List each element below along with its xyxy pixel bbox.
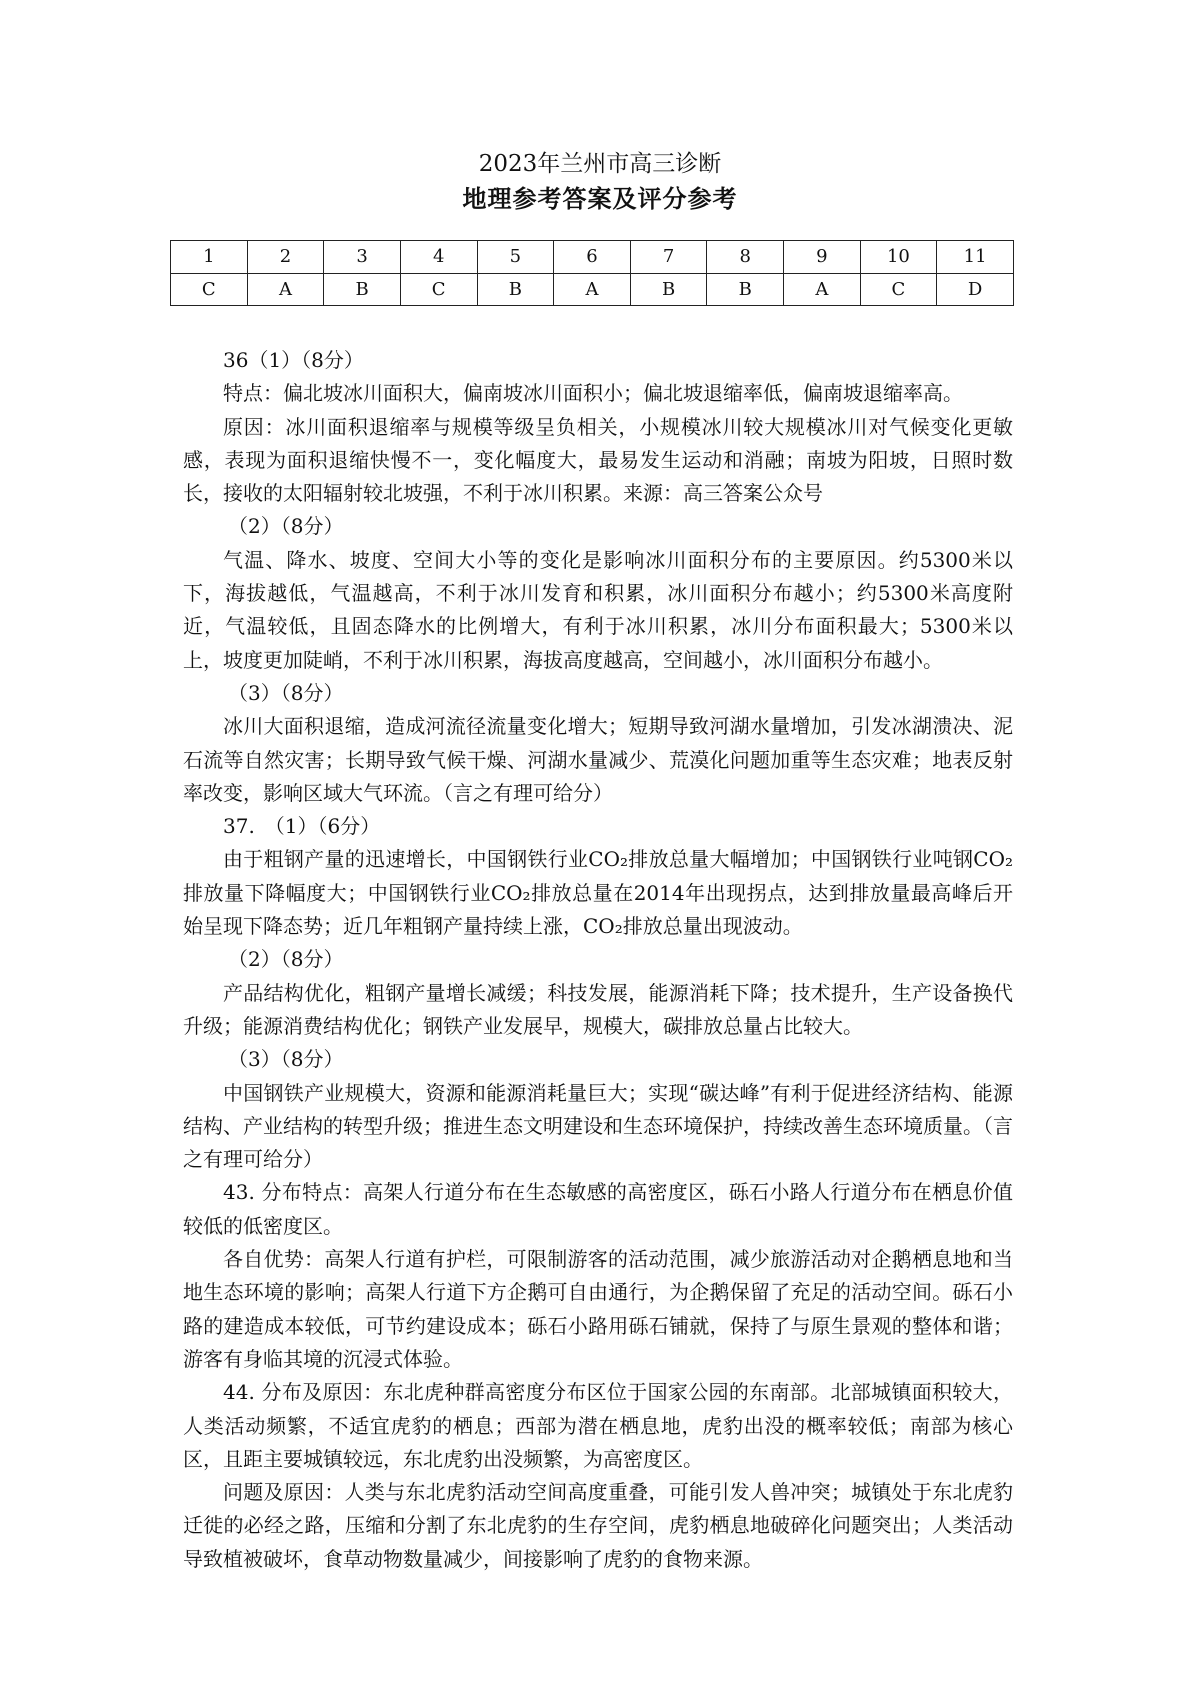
answer-cell: A — [247, 273, 324, 306]
question-number-row — [171, 241, 1014, 274]
question-number-cell: 5 — [477, 241, 554, 274]
answer-cell: B — [324, 273, 401, 306]
q37-part2-heading: （2）（8分） — [228, 947, 344, 972]
answer-table — [170, 240, 1014, 306]
question-number-cell: 8 — [707, 241, 784, 274]
page-title: 2023年兰州市高三诊断 — [478, 151, 722, 177]
q36-part2-answer: 气温、降水、坡度、空间大小等的变化是影响冰川面积分布的主要原因。约5300米以下，海拔越低，气温越高，不利于冰川发育和积累，冰川面积分布越小；约5300米高度附近，气温较低，且固态降水的比例增大，有利于冰川积累，冰川分布面积最大；5300米以上，坡度更加陡峭，不利于冰川积累，海拔高度越高，空间越小，冰川面积分布越小。 — [183, 547, 1013, 672]
q36-part1-heading: 36（1）（8分） — [223, 348, 364, 372]
answer-cell: B — [707, 273, 784, 306]
question-number-cell: 2 — [247, 241, 324, 274]
q37-part3-heading: （3）（8分） — [228, 1047, 344, 1072]
q36-part2-heading: （2）（8分） — [228, 514, 344, 539]
q37-part1-answer: 由于粗钢产量的迅速增长，中国钢铁行业CO₂排放总量大幅增加；中国钢铁行业吨钢CO₂排放量下降幅度大；中国钢铁行业CO₂排放总量在2014年出现拐点，达到排放量最高峰后开始呈现下降态势；近几年粗钢产量持续上涨，CO₂排放总量出现波动。 — [183, 847, 1013, 939]
answer-cell: C — [860, 273, 937, 306]
question-number-cell: 6 — [554, 241, 631, 274]
q43-advantages: 各自优势：高架人行道有护栏，可限制游客的活动范围，减少旅游活动对企鹅栖息地和当地生态环境的影响；高架人行道下方企鹅可自由通行，为企鹅保留了充足的活动空间。砾石小路的建造成本较低，可节约建设成本；砾石小路用砾石铺就，保持了与原生景观的整体和谐；游客有身临其境的沉浸式体验。 — [183, 1247, 1013, 1371]
answer-cell: A — [554, 273, 631, 306]
q36-part3-answer: 冰川大面积退缩，造成河流径流量变化增大；短期导致河湖水量增加，引发冰湖溃决、泥石流等自然灾害；长期导致气候干燥、河湖水量减少、荒漠化问题加重等生态灾难；地表反射率改变，影响区域大气环流。（言之有理可给分） — [183, 714, 1013, 805]
question-number-cell: 1 — [171, 241, 248, 274]
answer-cell: C — [171, 273, 248, 306]
answer-row — [171, 273, 1014, 306]
q37-part2-answer: 产品结构优化，粗钢产量增长减缓；科技发展，能源消耗下降；技术提升，生产设备换代升级；能源消费结构优化；钢铁产业发展早，规模大，碳排放总量占比较大。 — [183, 980, 1013, 1038]
q44-problems: 问题及原因：人类与东北虎豹活动空间高度重叠，可能引发人兽冲突；城镇处于东北虎豹迁徙的必经之路，压缩和分割了东北虎豹的生存空间，虎豹栖息地破碎化问题突出；人类活动导致植被破坏，食草动物数量减少，间接影响了虎豹的食物来源。 — [183, 1480, 1013, 1571]
answer-cell: D — [937, 273, 1014, 306]
q37-part1-heading: 37. （1）（6分） — [223, 814, 381, 839]
question-number-cell: 10 — [860, 241, 937, 274]
q44-distribution: 44. 分布及原因：东北虎种群高密度分布区位于国家公园的东南部。北部城镇面积较大，人类活动频繁，不适宜虎豹的栖息；西部为潜在栖息地，虎豹出没的概率较低；南部为核心区，且距主要城镇较远，东北虎豹出没频繁，为高密度区。 — [183, 1380, 1013, 1471]
q43-distribution: 43. 分布特点：高架人行道分布在生态敏感的高密度区，砾石小路人行道分布在栖息价值较低的低密度区。 — [183, 1180, 1013, 1238]
question-number-cell: 11 — [937, 241, 1014, 274]
answer-body — [183, 344, 1013, 1576]
q36-part1-reasons: 原因：冰川面积退缩率与规模等级呈负相关，小规模冰川较大规模冰川对气候变化更敏感，表现为面积退缩快慢不一，变化幅度大，最易发生运动和消融；南坡为阳坡，日照时数长，接收的太阳辐射较北坡强，不利于冰川积累。来源：高三答案公众号 — [183, 414, 1013, 506]
question-number-cell: 3 — [324, 241, 401, 274]
answer-cell: B — [477, 273, 554, 306]
question-number-cell: 7 — [630, 241, 707, 274]
q36-part1-features: 特点：偏北坡冰川面积大，偏南坡冰川面积小；偏北坡退缩率低，偏南坡退缩率高。 — [223, 381, 963, 406]
question-number-cell: 4 — [400, 241, 477, 274]
q36-part3-heading: （3）（8分） — [228, 680, 344, 705]
q37-part3-answer: 中国钢铁产业规模大，资源和能源消耗量巨大；实现“碳达峰”有利于促进经济结构、能源结构、产业结构的转型升级；推进生态文明建设和生态环境保护，持续改善生态环境质量。（言之有理可给分） — [183, 1080, 1013, 1172]
page-subtitle: 地理参考答案及评分参考 — [462, 184, 738, 213]
question-number-cell: 9 — [784, 241, 861, 274]
answer-cell: A — [784, 273, 861, 306]
answer-cell: B — [630, 273, 707, 306]
answer-cell: C — [400, 273, 477, 306]
